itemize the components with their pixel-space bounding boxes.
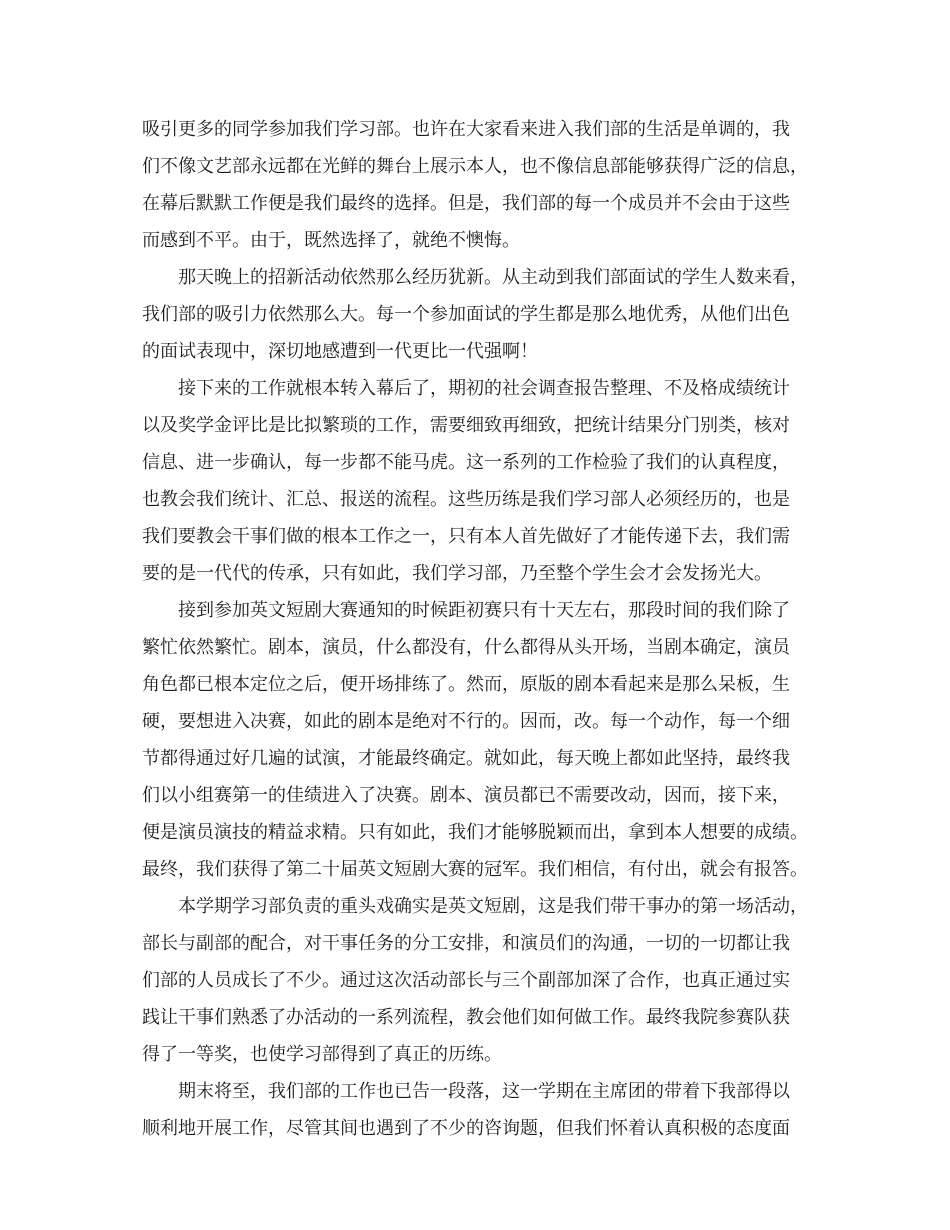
text-line: 部长与副部的配合，对干事任务的分工安排，和演员们的沟通，一切的一切都让我	[142, 933, 790, 954]
text-line: 便是演员演技的精益求精。只有如此，我们才能够脱颖而出，拿到本人想要的成绩。	[142, 822, 808, 843]
paragraph-first-line: 期末将至，我们部的工作也已告一段落，这一学期在主席团的带着下我部得以	[178, 1081, 790, 1102]
text-line: 硬，要想进入决赛，如此的剧本是绝对不行的。因而，改。每一个动作，每一个细	[142, 711, 790, 732]
text-line: 在幕后默默工作便是我们最终的选择。但是，我们部的每一个成员并不会由于这些	[142, 193, 790, 214]
text-line: 吸引更多的同学参加我们学习部。也许在大家看来进入我们部的生活是单调的，我	[142, 119, 790, 140]
text-line: 而感到不平。由于，既然选择了，就绝不懊悔。	[142, 230, 520, 251]
text-line: 我们部的吸引力依然那么大。每一个参加面试的学生都是那么地优秀，从他们出色	[142, 304, 790, 325]
text-line: 要的是一代代的传承，只有如此，我们学习部，乃至整个学生会才会发扬光大。	[142, 563, 772, 584]
text-line: 最终，我们获得了第二十届英文短剧大赛的冠军。我们相信，有付出，就会有报答。	[142, 859, 808, 880]
text-line: 也教会我们统计、汇总、报送的流程。这些历练是我们学习部人必须经历的，也是	[142, 489, 790, 510]
text-line: 们部的人员成长了不少。通过这次活动部长与三个副部加深了合作，也真正通过实	[142, 970, 790, 991]
text-line: 们不像文艺部永远都在光鲜的舞台上展示本人，也不像信息部能够获得广泛的信息，	[142, 156, 808, 177]
text-line: 践让干事们熟悉了办活动的一系列流程，教会他们如何做工作。最终我院参赛队获	[142, 1007, 790, 1028]
text-line: 节都得通过好几遍的试演，才能最终确定。就如此，每天晚上都如此坚持，最终我	[142, 748, 790, 769]
text-line: 角色都已根本定位之后，便开场排练了。然而，原版的剧本看起来是那么呆板，生	[142, 674, 790, 695]
paragraph-first-line: 那天晚上的招新活动依然那么经历犹新。从主动到我们部面试的学生人数来看，	[178, 267, 808, 288]
text-line: 顺利地开展工作，尽管其间也遇到了不少的咨询题，但我们怀着认真积极的态度面	[142, 1118, 790, 1139]
text-line: 信息、进一步确认，每一步都不能马虎。这一系列的工作检验了我们的认真程度，	[142, 452, 790, 473]
paragraph-first-line: 接下来的工作就根本转入幕后了，期初的社会调查报告整理、不及格成绩统计	[178, 378, 790, 399]
text-line: 们以小组赛第一的佳绩进入了决赛。剧本、演员都已不需要改动，因而，接下来，	[142, 785, 790, 806]
paragraph-first-line: 接到参加英文短剧大赛通知的时候距初赛只有十天左右，那段时间的我们除了	[178, 600, 790, 621]
paragraph-first-line: 本学期学习部负责的重头戏确实是英文短剧，这是我们带干事办的第一场活动，	[178, 896, 808, 917]
text-line: 我们要教会干事们做的根本工作之一，只有本人首先做好了才能传递下去，我们需	[142, 526, 790, 547]
text-line: 的面试表现中，深切地感遭到一代更比一代强啊！	[142, 341, 538, 362]
text-line: 以及奖学金评比是比拟繁琐的工作，需要细致再细致，把统计结果分门别类，核对	[142, 415, 790, 436]
text-line: 得了一等奖，也使学习部得到了真正的历练。	[142, 1044, 502, 1065]
text-line: 繁忙依然繁忙。剧本，演员，什么都没有，什么都得从头开场，当剧本确定，演员	[142, 637, 790, 658]
